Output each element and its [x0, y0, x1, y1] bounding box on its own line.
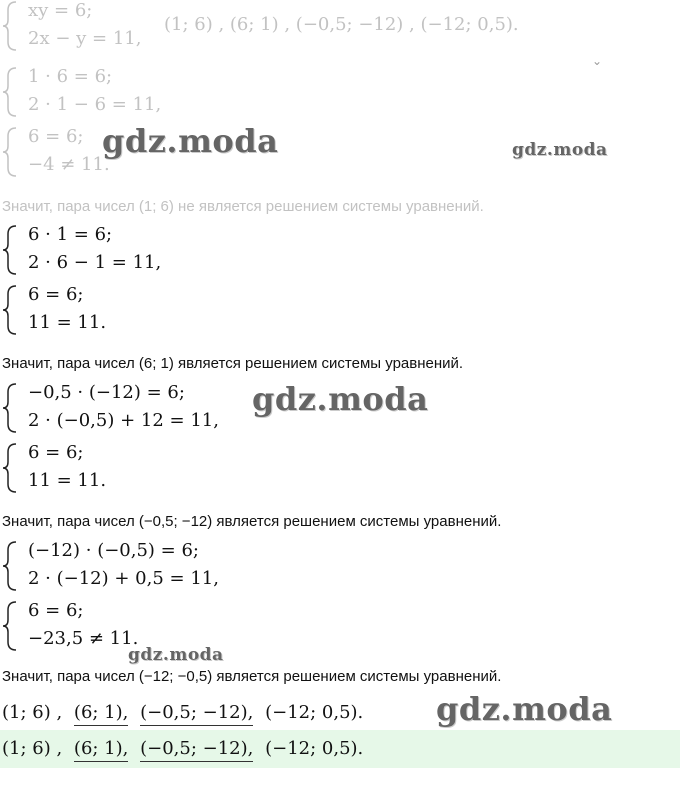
- check3-eq-2: 2 · (−0,5) + 12 = 11,: [28, 410, 219, 431]
- answer2-pair-1: (1; 6) ,: [2, 738, 63, 759]
- check1-eq-4: −4 ≠ 11.: [28, 154, 110, 175]
- brace-icon: [2, 600, 18, 652]
- answer1-pair-3: (−0,5; −12),: [140, 702, 253, 726]
- answer1-pair-2: (6; 1),: [74, 702, 128, 726]
- answer2-pair-2: (6; 1),: [74, 738, 128, 762]
- check2-system-b: [2, 284, 222, 340]
- watermark-logo: gdz.moda: [512, 140, 608, 160]
- check1-eq-1: 1 · 6 = 6;: [28, 66, 113, 87]
- check1-eq-3: 6 = 6;: [28, 126, 84, 147]
- check3-eq-3: 6 = 6;: [28, 442, 84, 463]
- watermark-logo: gdz.moda: [436, 690, 613, 728]
- answer1-pair-4: (−12; 0,5).: [265, 702, 364, 723]
- brace-icon: [2, 284, 18, 336]
- check2-eq-4: 11 = 11.: [28, 312, 107, 333]
- check2-eq-1: 6 · 1 = 6;: [28, 224, 113, 245]
- check4-system-a: [2, 540, 262, 596]
- check2-conclusion: Значит, пара чисел (6; 1) является решением системы уравнений.: [2, 355, 464, 372]
- answer-line-1: [2, 702, 363, 723]
- check1-system-a: [2, 66, 202, 122]
- answer2-pair-3: (−0,5; −12),: [140, 738, 253, 762]
- check1-eq-2: 2 · 1 − 6 = 11,: [28, 94, 162, 115]
- answer-line-2: [2, 738, 363, 759]
- check2-eq-3: 6 = 6;: [28, 284, 84, 305]
- check2-system-a: [2, 224, 222, 280]
- intro-pairs: (1; 6) , (6; 1) , (−0,5; −12) , (−12; 0,5).: [164, 14, 519, 35]
- check3-system-b: [2, 442, 222, 498]
- check4-conclusion: Значит, пара чисел (−12; −0,5) является решением системы уравнений.: [2, 668, 502, 685]
- brace-icon: [2, 442, 18, 494]
- intro-eq-1: xy = 6;: [28, 0, 93, 21]
- brace-icon: [2, 540, 18, 592]
- watermark-logo: gdz.moda: [128, 645, 224, 665]
- check3-eq-1: −0,5 · (−12) = 6;: [28, 382, 185, 403]
- check3-eq-4: 11 = 11.: [28, 470, 107, 491]
- chevron-down-icon: ⌄: [592, 54, 603, 68]
- check4-eq-3: 6 = 6;: [28, 600, 84, 621]
- intro-system: [2, 0, 162, 56]
- check2-eq-2: 2 · 6 − 1 = 11,: [28, 252, 162, 273]
- brace-icon: [2, 224, 18, 276]
- check4-eq-2: 2 · (−12) + 0,5 = 11,: [28, 568, 219, 589]
- brace-icon: [2, 0, 18, 52]
- check4-eq-4: −23,5 ≠ 11.: [28, 628, 139, 649]
- intro-eq-2: 2x − y = 11,: [28, 28, 142, 49]
- brace-icon: [2, 126, 18, 178]
- watermark-logo: gdz.moda: [102, 122, 279, 160]
- answer1-pair-1: (1; 6) ,: [2, 702, 63, 723]
- watermark-logo: gdz.moda: [252, 380, 429, 418]
- answer2-pair-4: (−12; 0,5).: [265, 738, 364, 759]
- brace-icon: [2, 66, 18, 118]
- brace-icon: [2, 382, 18, 434]
- check3-conclusion: Значит, пара чисел (−0,5; −12) является решением системы уравнений.: [2, 513, 502, 530]
- check1-conclusion: Значит, пара чисел (1; 6) не является решением системы уравнений.: [2, 198, 484, 215]
- check4-eq-1: (−12) · (−0,5) = 6;: [28, 540, 199, 561]
- check3-system-a: [2, 382, 262, 438]
